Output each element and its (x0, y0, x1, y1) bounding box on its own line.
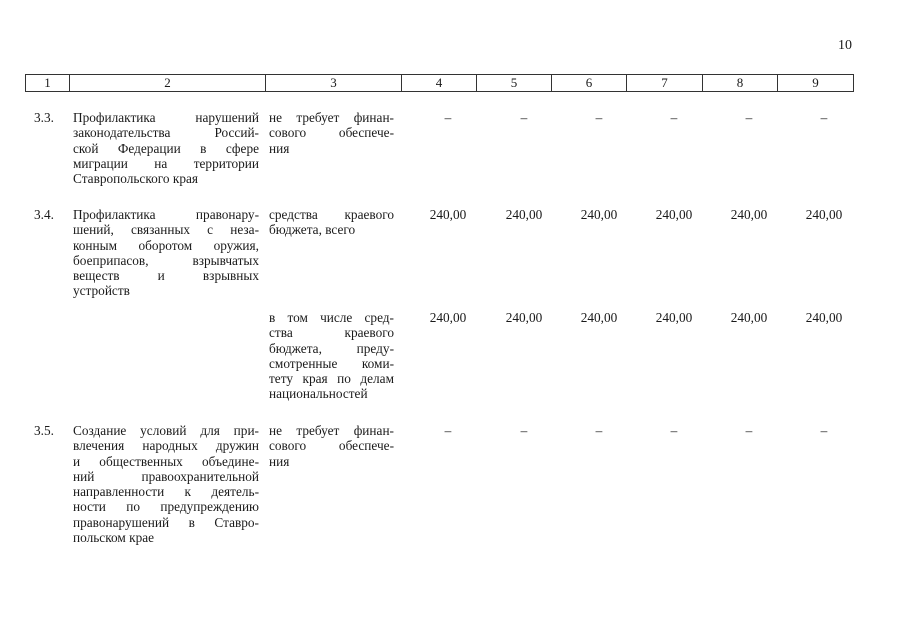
value-cell-col-4: 240,00 (429, 310, 467, 325)
value-cell-col-9: 240,00 (805, 310, 843, 325)
measure-name-line: правонарушений в Ставро- (73, 514, 259, 530)
value-cell-col-7: 240,00 (655, 207, 693, 222)
funding-source (269, 423, 394, 469)
measure-name-line: ской Федерации в сфере (73, 140, 259, 156)
measure-name-line: законодательства Россий- (73, 125, 259, 141)
funding-source-line: ства краевого (269, 325, 394, 341)
measure-name-line: влечения народных дружин (73, 438, 259, 454)
value-cell-col-9: 240,00 (805, 207, 843, 222)
funding-source (269, 110, 394, 156)
funding-source-line: тету края по делам (269, 371, 394, 387)
measure-name-line: устройств (73, 283, 130, 299)
measure-name-line: миграции на территории (73, 155, 259, 171)
value-cell-col-8: 240,00 (730, 207, 768, 222)
measure-name-line: шений, связанных с неза- (73, 222, 259, 238)
funding-source-line: средства краевого (269, 207, 394, 222)
value-cell-col-6: 240,00 (580, 207, 618, 222)
funding-source-line: ния (269, 140, 290, 156)
column-header-3: 3 (266, 75, 402, 92)
measure-name-line: направленности к деятель- (73, 484, 259, 500)
column-header-5: 5 (477, 75, 552, 92)
funding-source-line: не требует финан- (269, 110, 394, 125)
funding-source-line: сового обеспече- (269, 438, 394, 454)
measure-name-line: Профилактика правонару- (73, 207, 259, 222)
measure-name-line: и общественных объедине- (73, 453, 259, 469)
value-cell-col-7: – (670, 423, 678, 438)
row-number: 3.5. (34, 423, 54, 438)
value-cell-col-7: 240,00 (655, 310, 693, 325)
measure-name-line: Создание условий для при- (73, 423, 259, 438)
funding-source-line: не требует финан- (269, 423, 394, 438)
funding-source-line: смотренные коми- (269, 355, 394, 371)
column-header-2: 2 (70, 75, 266, 92)
funding-source (269, 310, 394, 402)
funding-source-line: в том числе сред- (269, 310, 394, 325)
value-cell-col-5: 240,00 (505, 310, 543, 325)
value-cell-col-6: – (595, 110, 603, 125)
column-numbers-header (25, 74, 854, 92)
column-header-1: 1 (26, 75, 70, 92)
value-cell-col-6: – (595, 423, 603, 438)
measure-name-line: ний правоохранительной (73, 468, 259, 484)
measure-name-line: веществ и взрывных (73, 268, 259, 284)
measure-name (73, 423, 259, 545)
funding-source-line: бюджета, преду- (269, 340, 394, 356)
row-number: 3.3. (34, 110, 54, 125)
measure-name-line: польском крае (73, 530, 155, 546)
value-cell-col-8: – (745, 423, 753, 438)
column-header-9: 9 (778, 75, 854, 92)
funding-source-line: сового обеспече- (269, 125, 394, 141)
measure-name-line: ности по предупреждению (73, 499, 259, 515)
column-header-6: 6 (552, 75, 627, 92)
funding-source-line: бюджета, всего (269, 222, 356, 238)
value-cell-col-4: – (444, 110, 452, 125)
row-number: 3.4. (34, 207, 54, 222)
page-number: 10 (838, 38, 852, 53)
value-cell-col-4: – (444, 423, 452, 438)
funding-source-line: ния (269, 453, 290, 469)
value-cell-col-9: – (820, 423, 828, 438)
value-cell-col-8: – (745, 110, 753, 125)
value-cell-col-5: 240,00 (505, 207, 543, 222)
measure-name-line: боеприпасов, взрывчатых (73, 252, 259, 268)
value-cell-col-5: – (520, 110, 528, 125)
column-header-7: 7 (627, 75, 703, 92)
value-cell-col-4: 240,00 (429, 207, 467, 222)
value-cell-col-6: 240,00 (580, 310, 618, 325)
measure-name-line: конным оборотом оружия, (73, 237, 259, 253)
value-cell-col-7: – (670, 110, 678, 125)
measure-name (73, 110, 259, 186)
funding-source-line: национальностей (269, 386, 368, 402)
measure-name-line: Профилактика нарушений (73, 110, 259, 125)
column-header-4: 4 (402, 75, 477, 92)
value-cell-col-8: 240,00 (730, 310, 768, 325)
measure-name (73, 207, 259, 299)
column-header-8: 8 (703, 75, 778, 92)
funding-source (269, 207, 394, 238)
measure-name-line: Ставропольского края (73, 171, 198, 187)
value-cell-col-5: – (520, 423, 528, 438)
value-cell-col-9: – (820, 110, 828, 125)
